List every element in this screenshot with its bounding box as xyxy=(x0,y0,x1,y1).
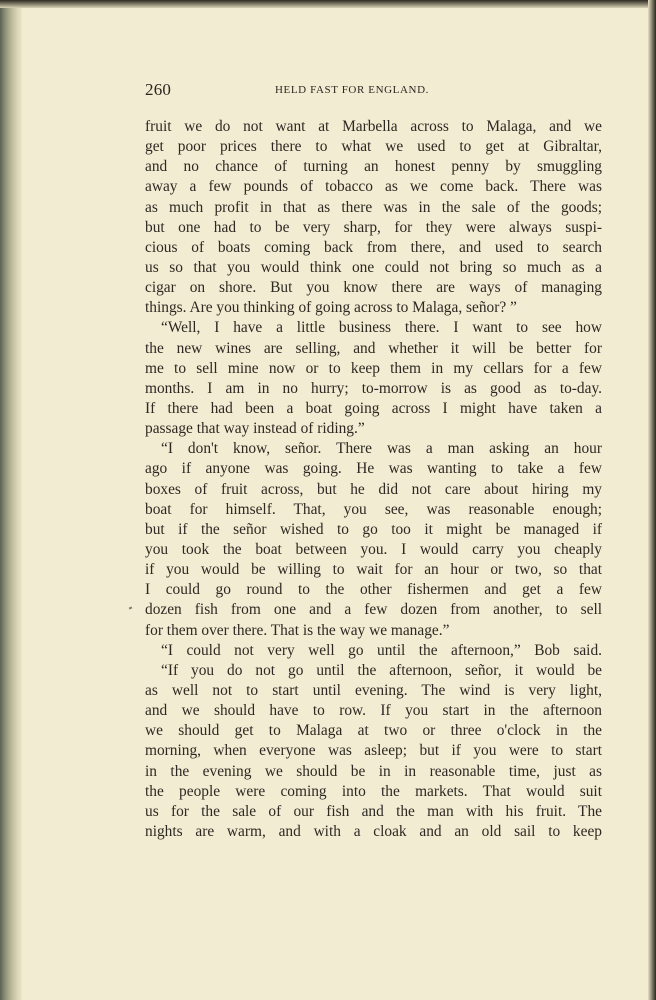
text-line: months. I am in no hurry; to-morrow is as good as to-day. xyxy=(145,379,602,397)
page-number: 260 xyxy=(145,80,172,99)
right-page-edge xyxy=(648,0,656,1000)
text-line: If there had been a boat going across I might have taken a xyxy=(145,399,602,417)
text-line: “I don't know, señor. There was a man asking an hour xyxy=(161,440,602,458)
text-line: get poor prices there to what we used to get at Gibraltar, xyxy=(145,138,602,156)
text-line: things. Are you thinking of going across to Malaga, señor? ” xyxy=(145,299,517,317)
text-line: me to sell mine now or to keep them in my cellars for a few xyxy=(145,359,602,377)
text-line: I could go round to the other fishermen and get a few xyxy=(145,581,602,599)
text-line: nights are warm, and with a cloak and an old sail to keep xyxy=(145,822,602,840)
top-page-shadow xyxy=(0,0,656,8)
text-line: you took the boat between you. I would carry you cheaply xyxy=(145,540,602,558)
text-line: in the evening we should be in in reasonable time, just as xyxy=(145,762,602,780)
text-line: as much profit in that as there was in the sale of the goods; xyxy=(145,198,602,216)
text-line: the new wines are selling, and whether it will be better for xyxy=(145,339,602,357)
text-line: “I could not very well go until the afternoon,” Bob said. xyxy=(161,641,602,659)
text-line: ago if anyone was going. He was wanting to take a few xyxy=(145,460,602,478)
text-line: passage that way instead of riding.” xyxy=(145,420,365,438)
text-line: for them over there. That is the way we manage.” xyxy=(145,621,450,639)
body-text xyxy=(145,117,602,842)
text-line: boxes of fruit across, but he did not care about hiring my xyxy=(145,480,602,498)
text-line: cigar on shore. But you know there are ways of managing xyxy=(145,279,602,297)
text-line: “If you do not go until the afternoon, señor, it would be xyxy=(161,661,602,679)
text-line: the people were coming into the markets. That would suit xyxy=(145,782,602,800)
text-line: we should get to Malaga at two or three o'clock in the xyxy=(145,722,602,740)
paper-speck xyxy=(129,606,133,609)
text-line: boat for himself. That, you see, was reasonable enough; xyxy=(145,500,602,518)
text-line: if you would be willing to wait for an hour or two, so that xyxy=(145,561,602,579)
text-line: “Well, I have a little business there. I want to see how xyxy=(161,319,602,337)
text-line: and we should have to row. If you start in the afternoon xyxy=(145,702,602,720)
page-header xyxy=(145,80,605,102)
text-line: us so that you would think one could not bring so much as a xyxy=(145,258,602,276)
text-line: away a few pounds of tobacco as we come back. There was xyxy=(145,178,602,196)
text-line: dozen fish from one and a few dozen from another, to sell xyxy=(145,601,602,619)
book-binding-edge xyxy=(0,0,22,1000)
text-line: morning, when everyone was asleep; but if you were to start xyxy=(145,742,602,760)
text-line: cious of boats coming back from there, and used to search xyxy=(145,238,602,256)
text-line: us for the sale of our fish and the man with his fruit. The xyxy=(145,802,602,820)
text-line: and no chance of turning an honest penny by smuggling xyxy=(145,158,602,176)
running-head: HELD FAST FOR ENGLAND. xyxy=(275,84,429,96)
text-line: but if the señor wished to go too it might be managed if xyxy=(145,520,602,538)
text-line: fruit we do not want at Marbella across to Malaga, and we xyxy=(145,118,602,135)
text-line: but one had to be very sharp, for they were always suspi- xyxy=(145,218,602,236)
text-line: as well not to start until evening. The wind is very light, xyxy=(145,681,602,699)
